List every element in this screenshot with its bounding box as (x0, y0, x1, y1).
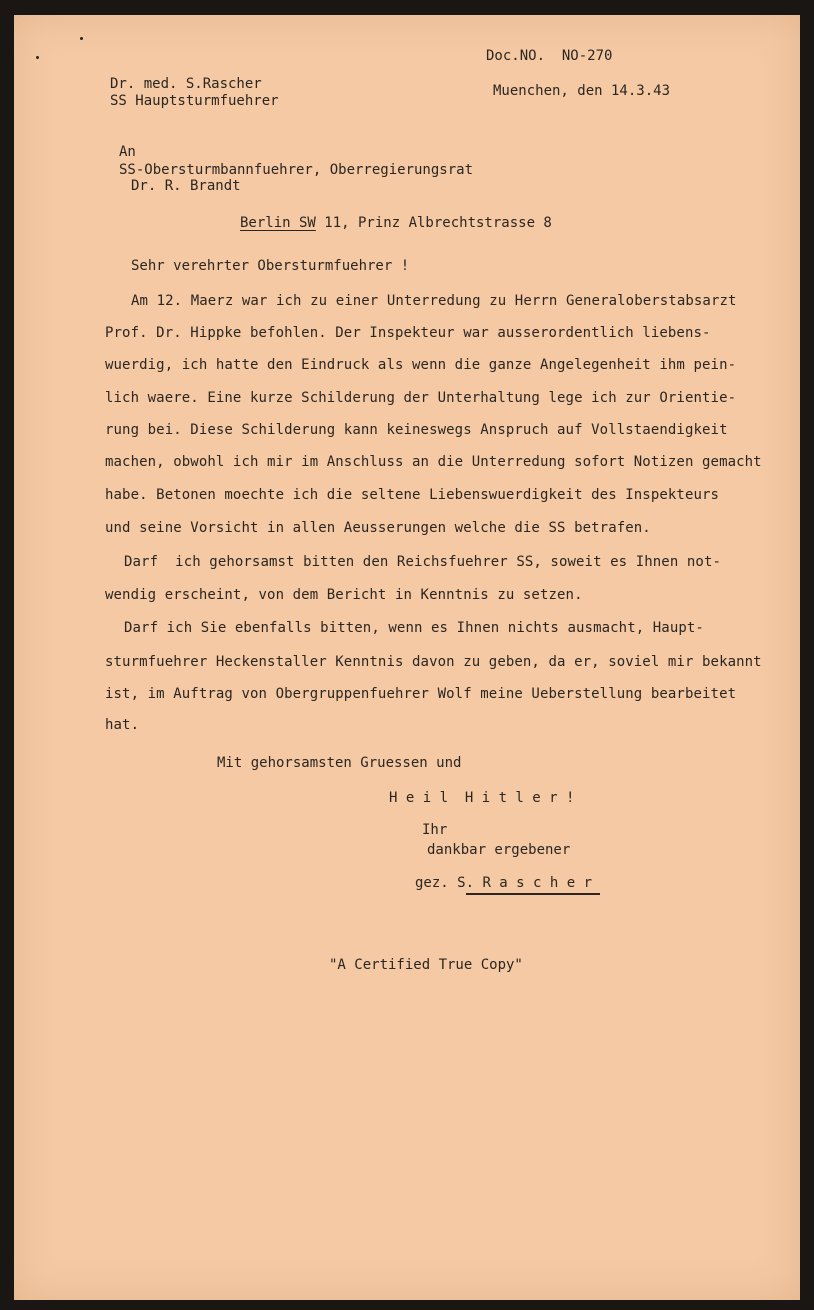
body-line: lich waere. Eine kurze Schilderung der Unterhaltung lege ich zur Orientie- (105, 390, 737, 406)
body-line: Darf ich Sie ebenfalls bitten, wenn es Ihnen nichts ausmacht, Haupt- (124, 620, 704, 636)
body-line: Am 12. Maerz war ich zu einer Unterredung zu Herrn Generaloberstabsarzt (131, 293, 737, 309)
recipient-an: An (119, 144, 136, 160)
salutation: Sehr verehrter Obersturmfuehrer ! (131, 258, 410, 274)
closing-greeting: Mit gehorsamsten Gruessen und (217, 755, 462, 771)
body-line: ist, im Auftrag von Obergruppenfuehrer Wolf meine Ueberstellung bearbeitet (105, 686, 737, 702)
signature-prefix: gez. (415, 875, 458, 891)
body-line: Prof. Dr. Hippke befohlen. Der Inspekteur war ausserordentlich liebens- (105, 325, 711, 341)
recipient-address (240, 216, 552, 230)
document-number: Doc.NO. NO-270 (486, 48, 613, 64)
body-line: rung bei. Diese Schilderung kann keineswegs Anspruch auf Vollstaendigkeit (105, 422, 728, 438)
body-line: habe. Betonen moechte ich die seltene Liebenswuerdigkeit des Inspekteurs (105, 487, 720, 503)
body-line: sturmfuehrer Heckenstaller Kenntnis davon zu geben, da er, soviel mir bekannt (105, 654, 762, 670)
body-line: hat. (105, 717, 140, 733)
recipient-name: Dr. R. Brandt (131, 178, 241, 194)
body-line: wuerdig, ich hatte den Eindruck als wenn die ganze Angelegenheit ihm pein- (105, 357, 737, 373)
body-line: machen, obwohl ich mir im Anschluss an die Unterredung sofort Notizen gemacht (105, 454, 762, 470)
place-and-date: Muenchen, den 14.3.43 (493, 83, 671, 99)
closing-heil: H e i l H i t l e r ! (389, 790, 575, 806)
ink-speck (36, 56, 39, 59)
ink-speck (80, 37, 83, 40)
address-street: 11, Prinz Albrechtstrasse 8 (315, 215, 552, 231)
signature-name: S. R a s c h e r (457, 875, 593, 891)
certification-note: "A Certified True Copy" (329, 957, 523, 973)
closing-ergebener: dankbar ergebener (427, 842, 571, 858)
sender-rank: SS Hauptsturmfuehrer (110, 93, 279, 109)
sender-name: Dr. med. S.Rascher (110, 76, 262, 92)
body-line: und seine Vorsicht in allen Aeusserungen welche die SS betrafen. (105, 520, 651, 536)
body-line: Darf ich gehorsamst bitten den Reichsfuehrer SS, soweit es Ihnen not- (124, 554, 722, 570)
signature-line (415, 876, 592, 890)
closing-ihr: Ihr (422, 822, 448, 838)
body-line: wendig erscheint, von dem Bericht in Kenntnis zu setzen. (105, 587, 583, 603)
recipient-title: SS-Obersturmbannfuehrer, Oberregierungsrat (119, 162, 474, 178)
signature-underline (466, 893, 600, 895)
document-page (14, 15, 800, 1300)
address-city: Berlin SW (240, 215, 316, 231)
